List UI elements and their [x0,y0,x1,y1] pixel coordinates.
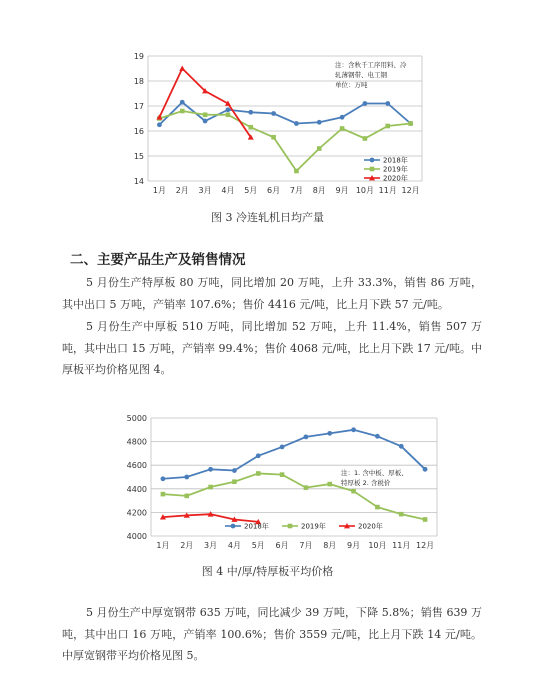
y-tick-label: 4200 [126,508,147,518]
data-point [180,100,185,105]
x-tick-label: 5月 [251,541,265,550]
data-point [232,479,237,484]
data-point [294,121,299,126]
y-tick-label: 18 [133,77,144,86]
y-tick-label: 4600 [126,461,147,471]
data-point [408,121,413,126]
data-point [317,146,322,151]
figure-3-caption: 图 3 冷连轧机日均产量 [211,211,324,224]
data-point [423,467,428,472]
x-tick-label: 6月 [267,186,281,195]
data-point [232,468,237,473]
x-tick-label: 10月 [368,541,387,550]
legend-label: 2019年 [301,522,326,531]
data-point [363,136,368,141]
x-tick-label: 5月 [244,186,258,195]
data-point [399,512,404,517]
data-point [327,431,332,436]
data-point [351,427,356,432]
x-tick-label: 12月 [415,541,435,550]
x-tick-label: 8月 [323,541,337,550]
y-tick-label: 14 [133,177,144,186]
data-point [184,475,189,480]
data-point [317,120,322,125]
data-point [203,119,208,124]
data-point [423,517,428,522]
legend-label: 2019年 [383,165,408,174]
data-point [208,485,213,490]
legend-marker [370,167,375,172]
data-point [248,110,253,115]
x-tick-label: 2月 [175,186,189,195]
data-point [385,124,390,129]
data-point [340,115,345,120]
x-tick-label: 1月 [156,541,170,550]
data-point [399,444,404,449]
data-point [385,101,390,106]
data-point [161,476,166,481]
data-point [340,126,345,131]
x-tick-label: 8月 [312,186,326,195]
data-point [304,434,309,439]
data-point [375,505,380,510]
series-line-2020年 [159,69,250,138]
data-point [271,135,276,140]
y-tick-label: 17 [133,102,144,111]
data-point [351,489,356,494]
data-point [294,169,299,174]
chart-daily-output [120,40,440,205]
data-point [375,434,380,439]
figure-4-caption: 图 4 中/厚/特厚板平均价格 [201,565,334,578]
data-point [226,112,231,117]
y-tick-label: 4800 [126,437,147,447]
paragraph-extra-thick-plate: 5 月份生产特厚板 80 万吨，同比增加 20 万吨，上升 33.3%，销售 86 万吨，其中出口 5 万吨，产销率 107.6%；售价 4416 元/吨，比上月下跌 57 元/吨。 [62,276,482,311]
x-tick-label: 7月 [299,541,313,550]
chart-note: 特厚板 2. 含税价 [341,479,391,487]
data-point [248,125,253,130]
data-point [157,122,162,127]
data-point [208,467,213,472]
chart-1-svg [120,40,440,205]
chart-note: 注：含秋千工序用料、冷 [335,61,407,69]
section-heading: 二、主要产品生产及销售情况 [70,252,246,268]
legend-label: 2018年 [244,522,269,531]
y-tick-label: 4400 [126,484,147,494]
x-tick-label: 3月 [198,186,212,195]
y-tick-label: 4000 [126,532,147,541]
legend-label: 2018年 [383,156,408,165]
data-point [271,111,276,116]
x-tick-label: 11月 [392,541,411,550]
x-tick-label: 1月 [152,186,166,195]
data-point [363,101,368,106]
x-tick-label: 2月 [180,541,194,550]
data-point [256,471,261,476]
x-tick-label: 6月 [275,541,289,550]
paragraph-medium-thick-plate: 5 月份生产中厚板 510 万吨，同比增加 52 万吨，上升 11.4%，销售 507 万吨，其中出口 15 万吨，产销率 99.4%；售价 4068 元/吨，比上月下跌 17 元/吨。中厚板平均价格见图 4。 [62,320,482,376]
y-tick-label: 5000 [126,414,147,423]
legend-marker [288,524,293,529]
chart-note: 轧薄钢带、电工钢 [335,71,387,79]
data-point [203,112,208,117]
x-tick-label: 9月 [347,541,361,550]
data-point [280,445,285,450]
data-point [184,494,189,499]
y-tick-label: 19 [133,52,144,61]
chart-plate-price [115,410,450,560]
x-tick-label: 3月 [204,541,218,550]
data-point [304,485,309,490]
legend-marker [370,158,375,163]
legend-label: 2020年 [358,522,383,531]
chart-note: 注：1. 含中板、厚板、 [341,469,408,477]
data-point [226,107,231,112]
data-point [180,109,185,114]
legend-label: 2020年 [383,174,408,183]
x-tick-label: 7月 [289,186,303,195]
x-tick-label: 11月 [378,186,397,195]
x-tick-label: 10月 [355,186,375,195]
x-tick-label: 9月 [335,186,349,195]
data-point [179,66,185,71]
data-point [327,482,332,487]
chart-2-svg [115,410,450,560]
y-tick-label: 16 [133,127,144,136]
chart-note: 单位：万吨 [335,81,368,89]
data-point [161,492,166,497]
data-point [280,472,285,477]
data-point [256,453,261,458]
paragraph-wide-strip: 5 月份生产中厚宽钢带 635 万吨，同比减少 39 万吨，下降 5.8%；销售 639 万吨，其中出口 16 万吨，产销率 100.6%；售价 3559 元/吨，比上月下跌 14 元/吨。中厚宽钢带平均价格见图 5。 [62,606,482,662]
y-tick-label: 15 [133,152,144,161]
x-tick-label: 4月 [227,541,241,550]
x-tick-label: 4月 [221,186,235,195]
x-tick-label: 12月 [401,186,420,195]
legend-marker [231,524,236,529]
